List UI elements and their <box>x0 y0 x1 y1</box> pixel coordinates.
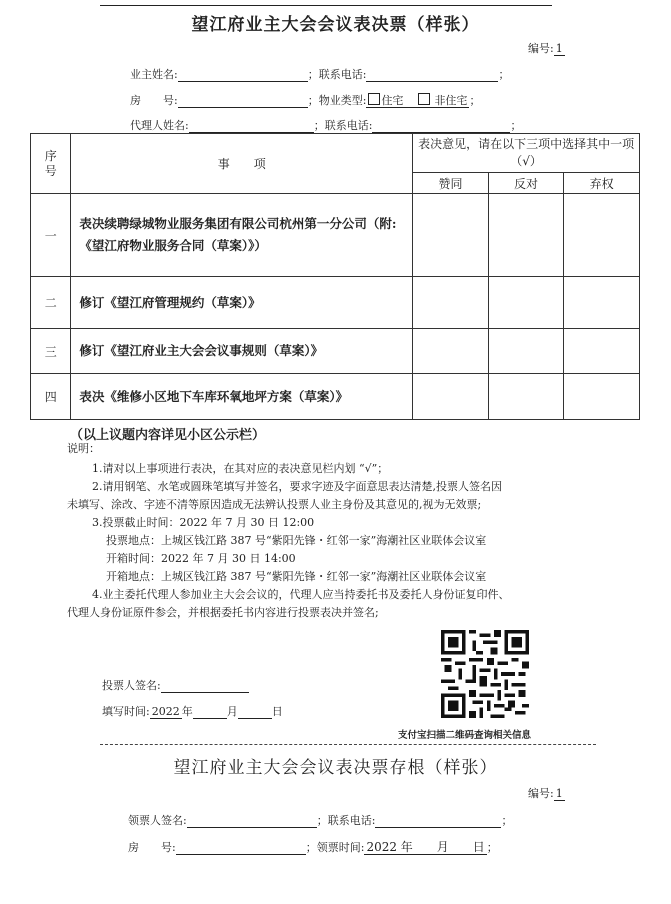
ballot-number <box>528 40 565 56</box>
qr-code-icon <box>441 630 529 718</box>
residential-label: 住宅 <box>381 94 404 107</box>
voter-signature-row <box>102 677 249 693</box>
row-no: 四 <box>31 374 71 420</box>
fill-time-row <box>102 703 283 719</box>
col-agree-header: 赞同 <box>413 173 489 194</box>
oppose-cell[interactable] <box>488 194 564 277</box>
notes-heading: 说明： <box>67 442 100 455</box>
agree-cell[interactable] <box>413 194 489 277</box>
agent-name-label: 代理人姓名: <box>130 119 189 132</box>
abstain-cell[interactable] <box>564 194 640 277</box>
sep: ； <box>469 94 481 107</box>
table-row <box>31 374 640 420</box>
receiver-label: 领票人签名: <box>128 814 187 827</box>
room-label: 房 号: <box>130 94 178 107</box>
stub-number <box>528 785 565 801</box>
oppose-cell[interactable] <box>488 329 564 374</box>
col-oppose-header: 反对 <box>488 173 564 194</box>
agent-row <box>130 117 521 133</box>
property-type-label: ；物业类型: <box>307 94 367 107</box>
owner-name-field[interactable] <box>178 69 308 82</box>
non-residential-checkbox[interactable] <box>418 93 430 105</box>
stub-room-field[interactable] <box>176 842 306 855</box>
owner-name-row <box>130 66 509 82</box>
stub-number-label: 编号: <box>528 787 554 800</box>
agent-phone-field[interactable] <box>372 120 510 133</box>
residential-checkbox[interactable] <box>368 93 380 105</box>
stub-phone-label: ；联系电话: <box>316 814 376 827</box>
phone-field[interactable] <box>366 69 498 82</box>
owner-name-label: 业主姓名: <box>130 68 178 81</box>
note-4a: 4.业主委托代理人参加业主大会会议的，代理人应当持委托书及委托人身份证复印件、 <box>92 588 510 601</box>
non-residential-label: 非住宅 <box>434 94 468 107</box>
abstain-cell[interactable] <box>564 329 640 374</box>
month-field[interactable] <box>193 706 227 719</box>
agent-phone-label: ；联系电话: <box>313 119 373 132</box>
month-label: 月 <box>226 705 238 718</box>
oppose-cell[interactable] <box>488 374 564 420</box>
col-no-header: 序号 <box>31 134 71 194</box>
table-row <box>31 329 640 374</box>
sep: ； <box>501 814 513 827</box>
col-item-header: 事 项 <box>71 134 413 194</box>
note-3-open-time: 开箱时间：2022 年 7 月 30 日 14:00 <box>106 552 296 565</box>
vote-table <box>30 133 640 420</box>
receive-time-value: 2022 年 月 日 <box>366 840 485 854</box>
receiver-row <box>128 812 512 828</box>
note-2a: 2.请用钢笔、水笔或圆珠笔填写并签名，要求字迹及字面意思表达清楚,投票人签名因 <box>92 480 502 493</box>
note-3-place: 投票地点：上城区钱江路 387 号“紫阳先锋・红邻一家”海潮社区业联体会议室 <box>106 534 487 547</box>
receiver-signature-field[interactable] <box>187 815 317 828</box>
note-4b: 代理人身份证原件参会，并根据委托书内容进行投票表决并签名; <box>67 606 379 619</box>
table-row <box>31 277 640 329</box>
see-notice: （以上议题内容详见小区公示栏） <box>70 428 266 443</box>
note-2b: 未填写、涂改、字迹不清等原因造成无法辨认投票人业主身份及其意见的,视为无效票; <box>67 498 482 511</box>
row-no: 二 <box>31 277 71 329</box>
room-field[interactable] <box>178 95 308 108</box>
row-item: 修订《望江府业主大会会议事规则（草案）》 <box>71 329 413 374</box>
table-row <box>31 194 640 277</box>
phone-label: ；联系电话: <box>307 68 367 81</box>
day-label: 日 <box>271 705 283 718</box>
row-item: 表决《维修小区地下车库环氧地坪方案（草案）》 <box>71 374 413 420</box>
ballot-title: 望江府业主大会会议表决票（样张） <box>191 15 480 35</box>
note-3-open-place: 开箱地点：上城区钱江路 387 号“紫阳先锋・红邻一家”海潮社区业联体会议室 <box>106 570 487 583</box>
row-no: 三 <box>31 329 71 374</box>
stub-number-value: 1 <box>555 787 563 800</box>
number-value: 1 <box>555 42 563 55</box>
agree-cell[interactable] <box>413 374 489 420</box>
row-item: 修订《望江府管理规约（草案）》 <box>71 277 413 329</box>
sep: ； <box>498 68 510 81</box>
agree-cell[interactable] <box>413 277 489 329</box>
col-opinion-header: 表决意见，请在以下三项中选择其中一项（√） <box>413 134 640 173</box>
stub-room-label: 房 号: <box>128 841 176 854</box>
property-type-options <box>366 94 469 108</box>
note-3: 3.投票截止时间：2022 年 7 月 30 日 12:00 <box>92 516 315 529</box>
top-rule <box>100 5 552 6</box>
fill-time-label: 填写时间: <box>102 705 150 718</box>
year-value: 2022 <box>151 705 180 718</box>
note-1: 1.请对以上事项进行表决，在其对应的表决意见栏内划 “√”； <box>92 462 389 475</box>
stub-room-row <box>128 838 498 855</box>
abstain-cell[interactable] <box>564 374 640 420</box>
qr-caption: 支付宝扫描二维码查询相关信息 <box>398 730 532 741</box>
stub-title: 望江府业主大会会议表决票存根（样张） <box>173 758 498 778</box>
oppose-cell[interactable] <box>488 277 564 329</box>
room-row <box>130 92 480 108</box>
number-label: 编号: <box>528 42 554 55</box>
agree-cell[interactable] <box>413 329 489 374</box>
sep: ； <box>510 119 522 132</box>
voter-signature-field[interactable] <box>161 680 249 693</box>
voter-label: 投票人签名: <box>102 679 161 692</box>
agent-name-field[interactable] <box>189 120 314 133</box>
stub-phone-field[interactable] <box>375 815 501 828</box>
sep: ； <box>486 841 498 854</box>
col-abstain-header: 弃权 <box>564 173 640 194</box>
receive-time-label: ；领票时间: <box>305 841 365 854</box>
cut-line <box>100 744 596 745</box>
abstain-cell[interactable] <box>564 277 640 329</box>
row-item: 表决续聘绿城物业服务集团有限公司杭州第一分公司（附:《望江府物业服务合同（草案）》） <box>71 194 413 277</box>
row-no: 一 <box>31 194 71 277</box>
year-label: 年 <box>181 705 193 718</box>
day-field[interactable] <box>238 706 272 719</box>
